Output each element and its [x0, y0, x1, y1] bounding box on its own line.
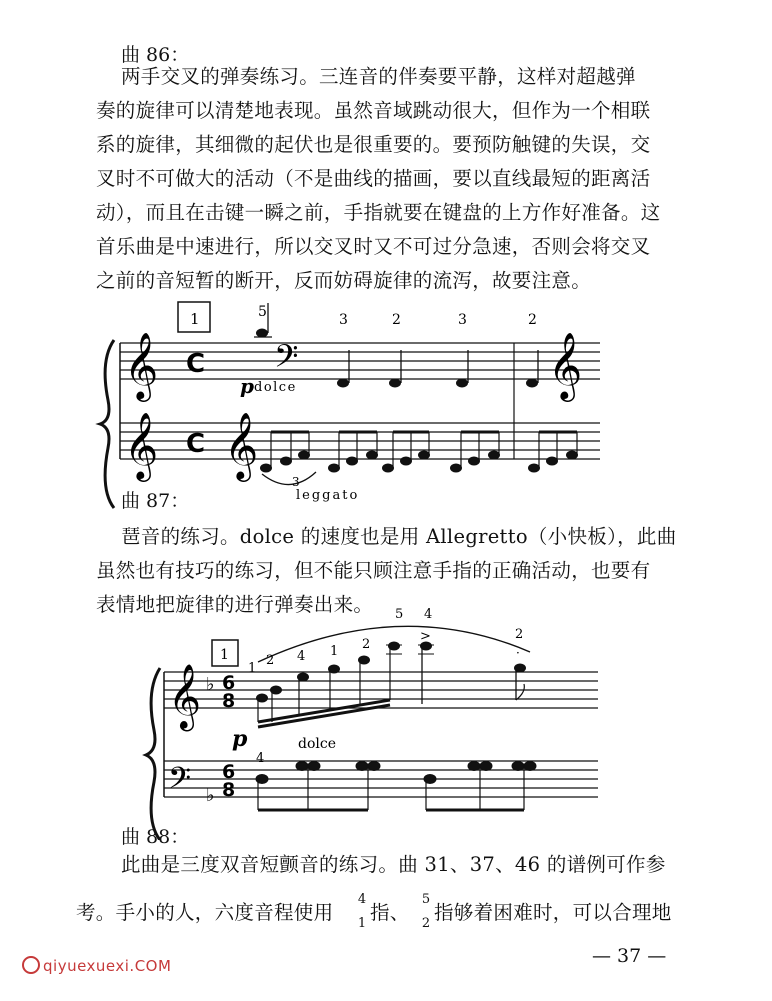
section-86-heading: 曲 86：	[121, 44, 190, 66]
page-number: — 37 —	[592, 945, 667, 967]
watermark	[22, 956, 171, 975]
time-signature-top: 6	[222, 761, 236, 783]
fingering: 5	[395, 607, 404, 622]
fingering: 5	[258, 304, 267, 320]
fingering: 2	[362, 637, 371, 652]
fingering: 2	[528, 312, 537, 328]
fingering: 4	[256, 751, 265, 766]
paragraph-line: 此曲是三度双音短颤音的练习。曲 31、37、46 的谱例可作参	[121, 853, 666, 876]
expression-mark: dolce	[254, 380, 297, 395]
time-signature: C	[186, 349, 206, 379]
fingering: 2	[266, 653, 275, 668]
treble-clef-icon: 𝄞	[124, 411, 159, 479]
paragraph-text: 指、	[370, 901, 410, 924]
fingering: 3	[339, 312, 348, 328]
dynamic-mark: p	[240, 374, 254, 398]
expression-mark: dolce	[298, 736, 336, 752]
fingering: 2	[515, 627, 524, 642]
dynamic-mark: p	[232, 726, 248, 752]
measure-number: 1	[220, 647, 229, 663]
time-signature: C	[186, 429, 206, 459]
fingering: 2	[392, 312, 401, 328]
paragraph-line: 系的旋律，其细微的起伏也是很重要的。要预防触键的失误，交	[96, 133, 651, 156]
fermata-dot: ·	[516, 646, 520, 660]
accent-mark: >	[420, 629, 431, 644]
flat-icon: ♭	[206, 674, 215, 695]
time-signature-top: 6	[222, 672, 236, 694]
fingering-fraction-bottom: 1	[357, 916, 367, 931]
paragraph-line: 两手交叉的弹奏练习。三连音的伴奏要平静，这样对超越弹	[121, 65, 636, 88]
bass-clef-icon: 𝄢	[168, 762, 192, 803]
paragraph-text: 指够着困难时，可以合理地	[434, 901, 672, 924]
triplet-mark: 3	[292, 475, 300, 489]
paragraph-line: 虽然也有技巧的练习，但不能只顾注意手指的正确活动，也要有	[96, 559, 651, 582]
fingering: 1	[330, 644, 339, 659]
watermark-logo-icon	[22, 956, 40, 974]
fingering-fraction-top: 4	[357, 892, 367, 907]
fingering: 1	[248, 661, 257, 676]
fingering-fraction-top: 5	[421, 892, 431, 907]
bass-clef-icon: 𝄢	[274, 338, 299, 382]
paragraph-line: 首乐曲是中速进行，所以交叉时又不可过分急速，否则会将交叉	[96, 235, 651, 258]
section-87-heading: 曲 87：	[121, 490, 190, 512]
lh-notes	[256, 762, 536, 811]
treble-clef-icon: 𝄞	[168, 664, 202, 729]
watermark-text: qiyuexuexi.COM	[43, 957, 172, 975]
articulation-mark: leggato	[296, 488, 360, 503]
paragraph-line: 琶音的练习。dolce 的速度也是用 Allegretto（小快板），此曲	[121, 525, 677, 548]
flat-icon: ♭	[206, 785, 215, 806]
paragraph-line: 之前的音短暂的断开，反而妨碍旋律的流泻，故要注意。	[96, 269, 592, 292]
fingering: 3	[458, 312, 467, 328]
paragraph-line: 表情地把旋律的进行弹奏出来。	[96, 593, 374, 616]
time-signature-bottom: 8	[222, 690, 236, 712]
paragraph-line: 叉时不可做大的活动（不是曲线的描画，要以直线最短的距离活	[96, 167, 651, 190]
paragraph-text: 考。手小的人，六度音程使用	[76, 901, 334, 924]
fingering: 4	[424, 607, 433, 622]
paragraph-line: 动），而且在击键一瞬之前，手指就要在键盘的上方作好准备。这	[96, 201, 661, 224]
treble-clef-icon: 𝄞	[224, 411, 259, 479]
treble-clef-icon: 𝄞	[124, 331, 159, 399]
measure-number: 1	[190, 310, 200, 328]
time-signature-bottom: 8	[222, 779, 236, 801]
paragraph-line: 奏的旋律可以清楚地表现。虽然音域跳动很大，但作为一个相联	[96, 99, 651, 122]
grand-staff-brace	[146, 668, 160, 840]
fingering: 4	[297, 649, 306, 664]
treble-clef-icon: 𝄞	[548, 331, 583, 399]
fingering-fraction-bottom: 2	[421, 916, 431, 931]
section-88-heading: 曲 88：	[121, 826, 190, 848]
